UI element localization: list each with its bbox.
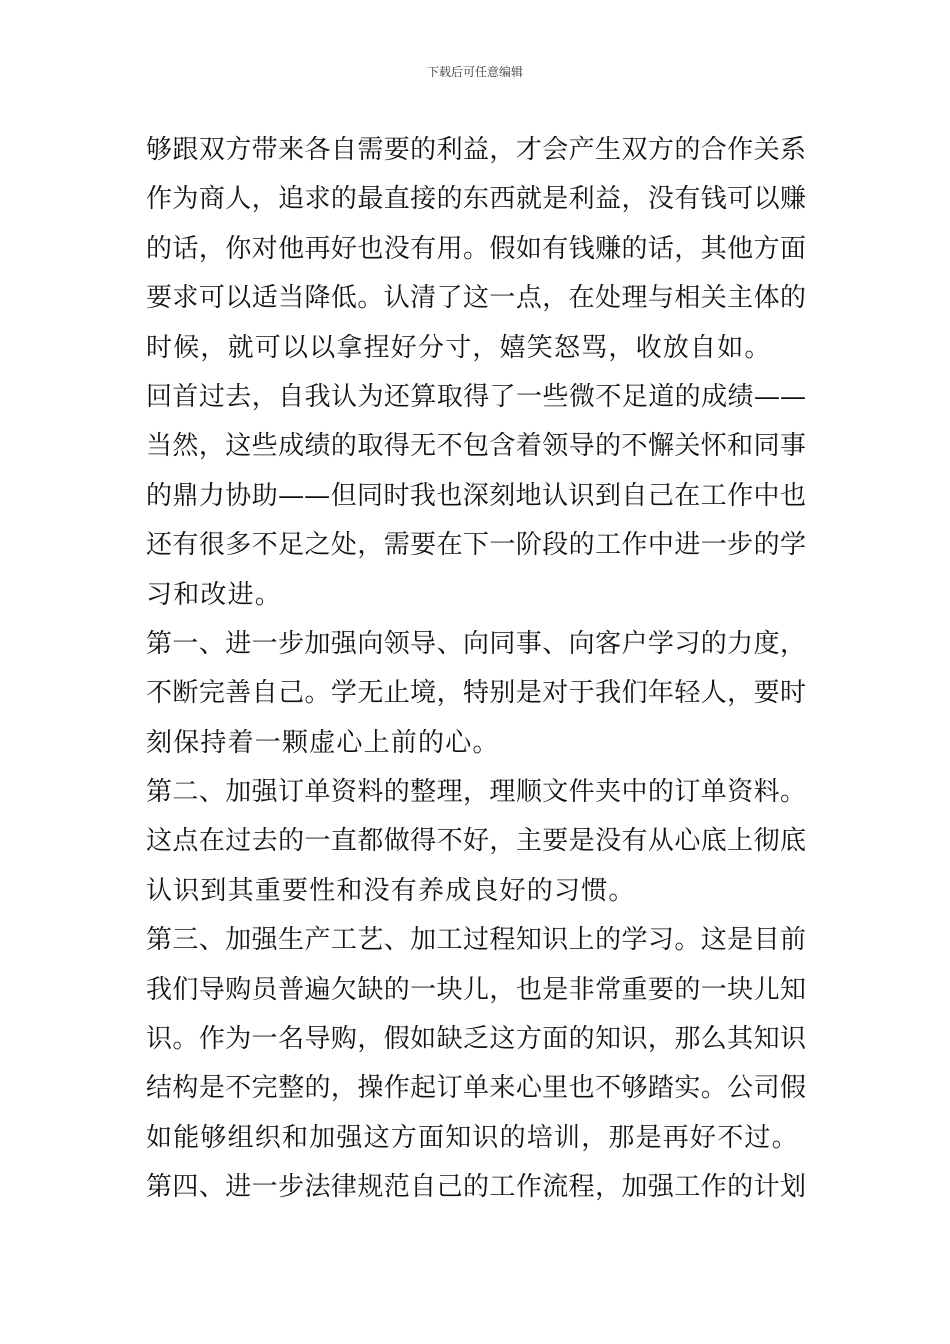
text-line: 作为商人，追求的最直接的东西就是利益，没有钱可以赚 (146, 184, 806, 215)
text-line: 认识到其重要性和没有养成良好的习惯。 (146, 875, 636, 906)
text-line: 习和改进。 (146, 579, 283, 610)
text-line: 回首过去，自我认为还算取得了一些微不足道的成绩—— (146, 381, 806, 412)
text-line: 结构是不完整的，操作起订单来心里也不够踏实。公司假 (146, 1073, 806, 1104)
text-line: 这点在过去的一直都做得不好，主要是没有从心底上彻底 (146, 826, 806, 857)
text-line: 够跟双方带来各自需要的利益，才会产生双方的合作关系 (146, 135, 806, 165)
text-line: 第一、进一步加强向领导、向同事、向客户学习的力度， (146, 628, 806, 659)
text-line: 第三、加强生产工艺、加工过程知识上的学习。这是目前 (146, 925, 806, 956)
text-line: 不断完善自己。学无止境，特别是对于我们年轻人，要时 (146, 678, 806, 709)
text-line: 的鼎力协助——但同时我也深刻地认识到自己在工作中也 (146, 480, 806, 511)
text-line: 的话，你对他再好也没有用。假如有钱赚的话，其他方面 (146, 233, 806, 264)
text-line: 识。作为一名导购，假如缺乏这方面的知识，那么其知识 (146, 1024, 806, 1055)
text-line: 刻保持着一颗虚心上前的心。 (146, 727, 500, 758)
text-line: 要求可以适当降低。认清了这一点，在处理与相关主体的 (146, 283, 806, 314)
text-line: 还有很多不足之处，需要在下一阶段的工作中进一步的学 (146, 530, 806, 561)
text-line: 如能够组织和加强这方面知识的培训，那是再好不过。 (146, 1122, 799, 1153)
document-body (146, 126, 806, 1213)
text-line: 第四、进一步法律规范自己的工作流程，加强工作的计划 (146, 1172, 806, 1203)
page-header: 下载后可任意编辑 (426, 65, 523, 79)
text-line: 时候，就可以以拿捏好分寸，嬉笑怒骂，收放自如。 (146, 332, 772, 363)
text-line: 当然，这些成绩的取得无不包含着领导的不懈关怀和同事 (146, 431, 806, 462)
text-line: 我们导购员普遍欠缺的一块儿，也是非常重要的一块儿知 (146, 974, 806, 1005)
text-line: 第二、加强订单资料的整理，理顺文件夹中的订单资料。 (146, 777, 806, 808)
